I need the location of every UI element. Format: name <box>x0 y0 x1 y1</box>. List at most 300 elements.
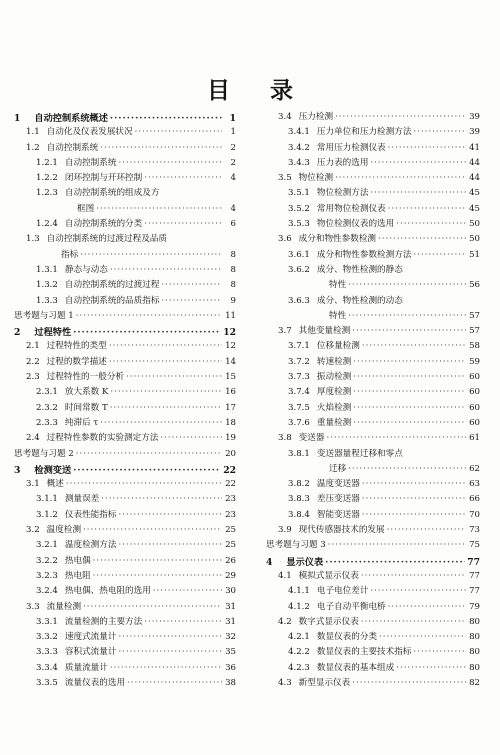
toc-entry-title: 思考题与习题 2 <box>14 448 74 459</box>
toc-entry-number: 2.4 <box>26 433 40 444</box>
toc-entry-title: 物位检测 <box>298 173 334 184</box>
toc-entry-title: 过程特性 <box>34 327 72 339</box>
toc-entry-title: 过程特性的一般分析 <box>46 372 125 383</box>
toc-entry-page: 80 <box>469 662 480 673</box>
toc-entry-number: 2.2 <box>26 356 40 367</box>
toc-leader-dots <box>362 341 466 351</box>
toc-entry-number: 2.1 <box>26 341 40 352</box>
toc-entry <box>14 156 236 171</box>
toc-entry-page: 80 <box>469 647 480 658</box>
toc-entry <box>14 186 236 201</box>
toc-entry <box>266 431 480 446</box>
toc-entry-number: 3.6.3 <box>288 295 310 306</box>
toc-entry <box>14 110 236 125</box>
toc-entry-page: 70 <box>469 509 480 520</box>
toc-entry <box>14 676 236 691</box>
toc-entry-number: 3.5.3 <box>288 219 310 230</box>
toc-entry <box>14 661 236 676</box>
toc-entry-number: 3.3.3 <box>36 647 58 658</box>
toc-leader-dots <box>352 326 466 336</box>
toc-leader-dots <box>126 372 222 382</box>
toc-leader-dots <box>396 219 466 229</box>
toc-entry-page: 12 <box>223 327 236 339</box>
toc-entry <box>266 538 480 553</box>
toc-entry-page: 18 <box>225 417 236 428</box>
toc-entry <box>14 401 236 416</box>
toc-column-left <box>14 110 236 691</box>
toc-entry <box>14 508 236 523</box>
toc-entry-page: 22 <box>223 464 236 476</box>
toc-entry-page: 4 <box>230 203 236 214</box>
toc-leader-dots <box>161 296 222 306</box>
toc-entry-title: 差压变送器 <box>316 494 360 505</box>
toc-entry <box>14 462 236 477</box>
toc-entry <box>266 263 480 278</box>
toc-entry <box>266 156 480 171</box>
toc-entry-title: 热电偶、热电阻的选用 <box>64 586 151 597</box>
toc-leader-dots <box>353 403 466 413</box>
toc-leader-dots <box>101 494 222 504</box>
toc-entry-number: 3.3.4 <box>36 662 58 673</box>
toc-leader-dots <box>413 127 466 137</box>
toc-entry-number: 3.8 <box>278 433 292 444</box>
toc-entry <box>14 125 236 140</box>
toc-entry-number: 3.2.4 <box>36 586 58 597</box>
toc-leader-dots <box>388 204 466 214</box>
toc-entry-title: 变送器量程迁移和零点 <box>316 448 403 459</box>
toc-entry <box>266 339 480 354</box>
toc-leader-dots <box>118 632 222 642</box>
toc-entry-page: 1 <box>230 127 236 138</box>
toc-entry-number: 3.7.6 <box>288 417 310 428</box>
toc-entry-number: 3.1.2 <box>36 509 58 520</box>
toc-leader-dots <box>83 525 222 535</box>
toc-entry <box>266 355 480 370</box>
toc-leader-dots <box>96 204 222 214</box>
toc-entry-title: 自动化及仪表发展状况 <box>46 127 133 138</box>
toc-entry-title: 电子自动平衡电桥 <box>316 601 386 612</box>
toc-entry-number: 2.3.2 <box>36 402 58 413</box>
toc-entry-page: 31 <box>225 616 236 627</box>
toc-entry-title: 仪表性能指标 <box>64 509 117 520</box>
toc-entry-number: 3.2 <box>26 525 40 536</box>
toc-leader-dots <box>109 341 222 351</box>
toc-entry-title: 特性 <box>329 280 347 291</box>
toc-leader-dots <box>93 571 222 581</box>
toc-entry-title: 数显仪表的分类 <box>316 632 378 643</box>
toc-entry-number: 3.9 <box>278 525 292 536</box>
toc-entry <box>14 171 236 186</box>
toc-entry <box>266 630 480 645</box>
toc-entry <box>14 645 236 660</box>
toc-entry-page: 25 <box>225 525 236 536</box>
toc-entry-number: 3.4.1 <box>288 127 310 138</box>
toc-entry-number: 3.7.5 <box>288 402 310 413</box>
toc-leader-dots <box>352 678 466 688</box>
toc-leader-dots <box>362 510 466 520</box>
toc-entry-page: 41 <box>469 142 480 153</box>
toc-leader-dots <box>110 663 222 673</box>
toc-entry-page: 38 <box>225 677 236 688</box>
toc-entry-number: 3.2.2 <box>36 555 58 566</box>
toc-entry-title: 概述 <box>46 479 64 490</box>
toc-entry <box>14 294 236 309</box>
toc-entry-number: 3.7.3 <box>288 372 310 383</box>
toc-entry <box>266 416 480 431</box>
toc-entry-page: 58 <box>469 341 480 352</box>
toc-entry-title: 思考题与习题 3 <box>266 540 326 551</box>
toc-entry-page: 77 <box>467 556 480 568</box>
toc-entry-title: 自动控制系统的组成及方 <box>64 188 160 199</box>
toc-entry <box>266 508 480 523</box>
toc-entry-number: 1.3.2 <box>36 280 58 291</box>
toc-entry <box>14 630 236 645</box>
toc-leader-dots <box>110 265 222 275</box>
toc-entry <box>266 645 480 660</box>
toc-entry-number: 1.2 <box>26 142 40 153</box>
toc-leader-dots <box>379 632 466 642</box>
toc-leader-dots <box>144 173 222 183</box>
toc-entry-page: 79 <box>469 601 480 612</box>
toc-entry-title: 压力单位和压力检测方法 <box>316 127 412 138</box>
toc-entry-title: 模拟式显示仪表 <box>298 570 359 581</box>
toc-entry-title: 压力表的选用 <box>316 157 369 168</box>
toc-entry-title: 速度式流量计 <box>64 632 117 643</box>
toc-entry-page: 82 <box>469 677 480 688</box>
toc-leader-dots <box>370 586 466 596</box>
toc-entry <box>14 615 236 630</box>
toc-entry-number: 3.3.5 <box>36 677 58 688</box>
toc-entry <box>266 370 480 385</box>
toc-entry-title: 自动控制系统 <box>46 142 99 153</box>
toc-entry-number: 3.8.4 <box>288 509 310 520</box>
toc-entry <box>266 462 480 477</box>
toc-entry <box>14 278 236 293</box>
toc-entry <box>266 294 480 309</box>
toc-entry-page: 77 <box>469 586 480 597</box>
toc-entry-number: 4.1 <box>278 570 292 581</box>
toc-entry-number: 3.1.1 <box>36 494 58 505</box>
toc-leader-dots <box>335 112 466 122</box>
toc-entry-title: 质量流量计 <box>64 662 108 673</box>
toc-entry-page: 66 <box>469 494 480 505</box>
toc-entry-page: 80 <box>469 616 480 627</box>
toc-entry <box>14 141 236 156</box>
toc-entry-title: 振动检测 <box>316 372 352 383</box>
toc-entry-number: 3.6.2 <box>288 264 310 275</box>
toc-leader-dots <box>100 143 222 153</box>
toc-leader-dots <box>127 678 222 688</box>
toc-leader-dots <box>348 280 466 290</box>
toc-leader-dots <box>135 127 222 137</box>
toc-entry-title: 自动控制系统的分类 <box>64 219 143 230</box>
toc-entry-title: 过程特性的类型 <box>46 341 107 352</box>
toc-leader-dots <box>378 234 466 244</box>
toc-entry-number: 3.4 <box>278 112 292 122</box>
toc-entry-page: 56 <box>469 280 480 291</box>
toc-entry-page: 59 <box>469 356 480 367</box>
toc-entry <box>14 431 236 446</box>
toc-entry-title: 纯滞后 τ <box>64 417 99 428</box>
toc-leader-dots <box>144 219 222 229</box>
toc-entry <box>14 309 236 324</box>
toc-entry-page: 36 <box>225 662 236 673</box>
toc-entry-number: 2.3 <box>26 372 40 383</box>
toc-entry-page: 15 <box>225 372 236 383</box>
toc-entry-title: 特性 <box>329 310 347 321</box>
toc-leader-dots <box>66 479 222 489</box>
toc-entry-title: 测量误差 <box>64 494 100 505</box>
toc-entry-number: 2.3.3 <box>36 417 58 428</box>
toc-entry <box>14 447 236 462</box>
toc-entry-number: 3.7 <box>278 326 292 337</box>
toc-entry-title: 成分和物性参数检测 <box>298 234 377 245</box>
toc-entry-title: 自动控制系统 <box>64 157 117 168</box>
toc-entry-title: 温度检测 <box>46 525 82 536</box>
toc-entry-title: 智能变送器 <box>316 509 360 520</box>
toc-entry <box>14 477 236 492</box>
toc-entry-title: 时间常数 T <box>64 402 108 413</box>
toc-entry-page: 63 <box>469 479 480 490</box>
toc-entry-title: 物位检测方法 <box>316 188 369 199</box>
toc-entry-page: 22 <box>225 479 236 490</box>
toc-entry-title: 温度变送器 <box>316 479 360 490</box>
toc-entry-page: 60 <box>469 417 480 428</box>
toc-leader-dots <box>93 556 222 566</box>
toc-leader-dots <box>396 663 466 673</box>
toc-entry <box>14 416 236 431</box>
toc-entry <box>266 217 480 232</box>
toc-entry <box>266 324 480 339</box>
toc-entry-number: 4.2 <box>278 616 292 627</box>
toc-leader-dots <box>73 465 221 476</box>
toc-entry-number: 4 <box>266 556 273 568</box>
toc-leader-dots <box>388 602 466 612</box>
toc-entry-page: 2 <box>230 157 236 168</box>
toc-entry-title: 流量检测 <box>46 601 82 612</box>
toc-entry-page: 60 <box>469 387 480 398</box>
toc-leader-dots <box>100 418 222 428</box>
page-title: 目 录 <box>206 77 309 104</box>
toc-entry-number: 4.1.1 <box>288 586 310 597</box>
toc-leader-dots <box>73 327 221 338</box>
toc-entry-title: 重量检测 <box>316 417 352 428</box>
toc-entry-page: 45 <box>469 203 480 214</box>
toc-entry <box>266 661 480 676</box>
toc-entry <box>14 248 236 263</box>
toc-entry <box>14 584 236 599</box>
toc-entry-title: 指标 <box>61 249 79 260</box>
toc-leader-dots <box>413 250 466 260</box>
toc-leader-dots <box>160 433 222 443</box>
toc-entry-title: 显示仪表 <box>286 556 324 568</box>
toc-leader-dots <box>118 510 222 520</box>
toc-entry <box>14 554 236 569</box>
toc-entry-title: 过程特性参数的实验测定方法 <box>46 433 159 444</box>
toc-entry-number: 3.5.2 <box>288 203 310 214</box>
toc-entry <box>266 141 480 156</box>
toc-entry-number: 3.7.4 <box>288 387 310 398</box>
toc-entry-page: 30 <box>225 586 236 597</box>
toc-leader-dots <box>110 387 222 397</box>
toc-entry-title: 自动控制系统概述 <box>34 113 108 124</box>
toc-leader-dots <box>353 372 466 382</box>
toc-entry-number: 1.2.2 <box>36 173 58 184</box>
toc-entry <box>14 385 236 400</box>
toc-entry-page: 50 <box>469 219 480 230</box>
toc-entry-page: 19 <box>225 433 236 444</box>
toc-entry <box>266 523 480 538</box>
toc-leader-dots <box>118 158 222 168</box>
toc-entry-number: 4.1.2 <box>288 601 310 612</box>
toc-entry <box>14 600 236 615</box>
toc-entry-title: 物位检测仪表的选用 <box>316 219 395 230</box>
toc-entry-page: 50 <box>469 234 480 245</box>
toc-entry-page: 26 <box>225 555 236 566</box>
toc-entry <box>266 615 480 630</box>
toc-leader-dots <box>80 250 222 260</box>
toc-entry-number: 3.8.3 <box>288 494 310 505</box>
toc-entry-page: 32 <box>225 632 236 643</box>
toc-entry-page: 45 <box>469 188 480 199</box>
toc-entry-title: 其他变量检测 <box>298 326 351 337</box>
toc-entry-page: 60 <box>469 402 480 413</box>
toc-entry-title: 框图 <box>77 203 95 214</box>
toc-entry <box>14 324 236 339</box>
toc-entry-title: 自动控制系统的过渡过程 <box>64 280 160 291</box>
toc-entry-title: 成分、物性检测的静态 <box>316 264 403 275</box>
toc-leader-dots <box>388 143 466 153</box>
toc-entry <box>266 248 480 263</box>
toc-leader-dots <box>387 525 466 535</box>
toc-leader-dots <box>326 433 466 443</box>
toc-leader-dots <box>361 617 466 627</box>
toc-entry-title: 闭环控制与开环控制 <box>64 173 143 184</box>
toc-entry-title: 数显仪表的基本组成 <box>316 662 395 673</box>
toc-entry-title: 迁移 <box>329 463 347 474</box>
toc-entry-title: 自动控制系统的过渡过程及品质 <box>46 234 167 245</box>
toc-entry-number: 3.8.2 <box>288 479 310 490</box>
toc-entry-number: 3.2.3 <box>36 570 58 581</box>
toc-leader-dots <box>118 647 222 657</box>
toc-entry-title: 热电偶 <box>64 555 91 566</box>
toc-entry-page: 39 <box>469 112 480 122</box>
toc-entry-number: 1 <box>14 113 21 124</box>
toc-leader-dots <box>118 540 222 550</box>
toc-entry-page: 1 <box>229 113 236 124</box>
toc-entry-page: 16 <box>225 387 236 398</box>
toc-entry-page: 17 <box>225 402 236 413</box>
toc-entry <box>266 676 480 691</box>
toc-entry <box>266 600 480 615</box>
toc-entry-number: 3.8.1 <box>288 448 310 459</box>
toc-leader-dots <box>325 557 465 568</box>
toc-leader-dots <box>335 173 466 183</box>
toc-entry <box>266 202 480 217</box>
toc-entry-number: 3.4.2 <box>288 142 310 153</box>
toc-entry-page: 29 <box>225 570 236 581</box>
toc-entry-number: 1.3.1 <box>36 264 58 275</box>
toc-entry-number: 4.2.2 <box>288 647 310 658</box>
toc-entry-page: 6 <box>230 219 236 230</box>
toc-entry-title: 压力检测 <box>298 112 334 122</box>
toc-entry-page: 23 <box>225 509 236 520</box>
toc-entry-number: 2.3.1 <box>36 387 58 398</box>
toc-leader-dots <box>370 158 466 168</box>
toc-entry <box>266 171 480 186</box>
toc-leader-dots <box>353 418 466 428</box>
toc-entry <box>266 401 480 416</box>
toc-entry-page: 57 <box>469 310 480 321</box>
toc-entry <box>14 569 236 584</box>
toc-entry-number: 3.5.1 <box>288 188 310 199</box>
toc-entry-number: 3.3.1 <box>36 616 58 627</box>
toc-entry <box>14 339 236 354</box>
toc-entry-page: 60 <box>469 372 480 383</box>
toc-leader-dots <box>353 387 466 397</box>
toc-entry-title: 成分和物性参数检测方法 <box>316 249 412 260</box>
toc-leader-dots <box>348 311 466 321</box>
toc-entry-number: 1.3.3 <box>36 295 58 306</box>
toc-entry-page: 77 <box>469 570 480 581</box>
toc-entry-number: 3.3 <box>26 601 40 612</box>
toc-leader-dots <box>348 464 466 474</box>
toc-entry-title: 容积式流量计 <box>64 647 117 658</box>
toc-entry-number: 4.2.1 <box>288 632 310 643</box>
toc-leader-dots <box>110 403 222 413</box>
toc-entry-number: 3.1 <box>26 479 40 490</box>
toc-entry-title: 温度检测方法 <box>64 540 117 551</box>
toc-entry-title: 变送器 <box>298 433 325 444</box>
toc-entry-page: 73 <box>469 525 480 536</box>
toc-entry <box>14 217 236 232</box>
toc-entry-title: 检测变送 <box>34 464 72 476</box>
toc-entry-title: 流量检测的主要方法 <box>64 616 143 627</box>
toc-entry-title: 数字式显示仪表 <box>298 616 359 627</box>
toc-entry-title: 热电阻 <box>64 570 91 581</box>
toc-leader-dots <box>353 357 466 367</box>
toc-entry-number: 4.2.3 <box>288 662 310 673</box>
toc-leader-dots <box>161 280 222 290</box>
toc-entry-title: 转速检测 <box>316 356 352 367</box>
toc-leader-dots <box>413 647 466 657</box>
toc-leader-dots <box>328 540 466 550</box>
toc-entry-title: 流量仪表的选用 <box>64 677 126 688</box>
toc-leader-dots <box>362 479 466 489</box>
toc-entry-page: 39 <box>469 127 480 138</box>
toc-entry-page: 75 <box>469 540 480 551</box>
toc-leader-dots <box>76 311 222 321</box>
toc-entry <box>14 202 236 217</box>
toc-entry <box>266 125 480 140</box>
toc-entry-page: 61 <box>469 433 480 444</box>
toc-entry-page: 20 <box>225 448 236 459</box>
toc-entry-number: 3.4.3 <box>288 157 310 168</box>
toc-entry-page: 44 <box>469 157 480 168</box>
toc-entry-number: 1.2.4 <box>36 219 58 230</box>
toc-entry-number: 3.6.1 <box>288 249 310 260</box>
toc-entry-number: 1.1 <box>26 127 40 138</box>
toc-entry-page: 80 <box>469 632 480 643</box>
toc-entry-number: 3 <box>14 464 21 476</box>
toc-leader-dots <box>83 602 222 612</box>
toc-entry-title: 成分、物性检测的动态 <box>316 295 403 306</box>
toc-entry-page: 51 <box>469 249 480 260</box>
toc-entry-title: 自动控制系统的品质指标 <box>64 295 160 306</box>
toc-entry <box>266 385 480 400</box>
toc-entry-title: 思考题与习题 1 <box>14 310 74 321</box>
toc-leader-dots <box>144 617 222 627</box>
